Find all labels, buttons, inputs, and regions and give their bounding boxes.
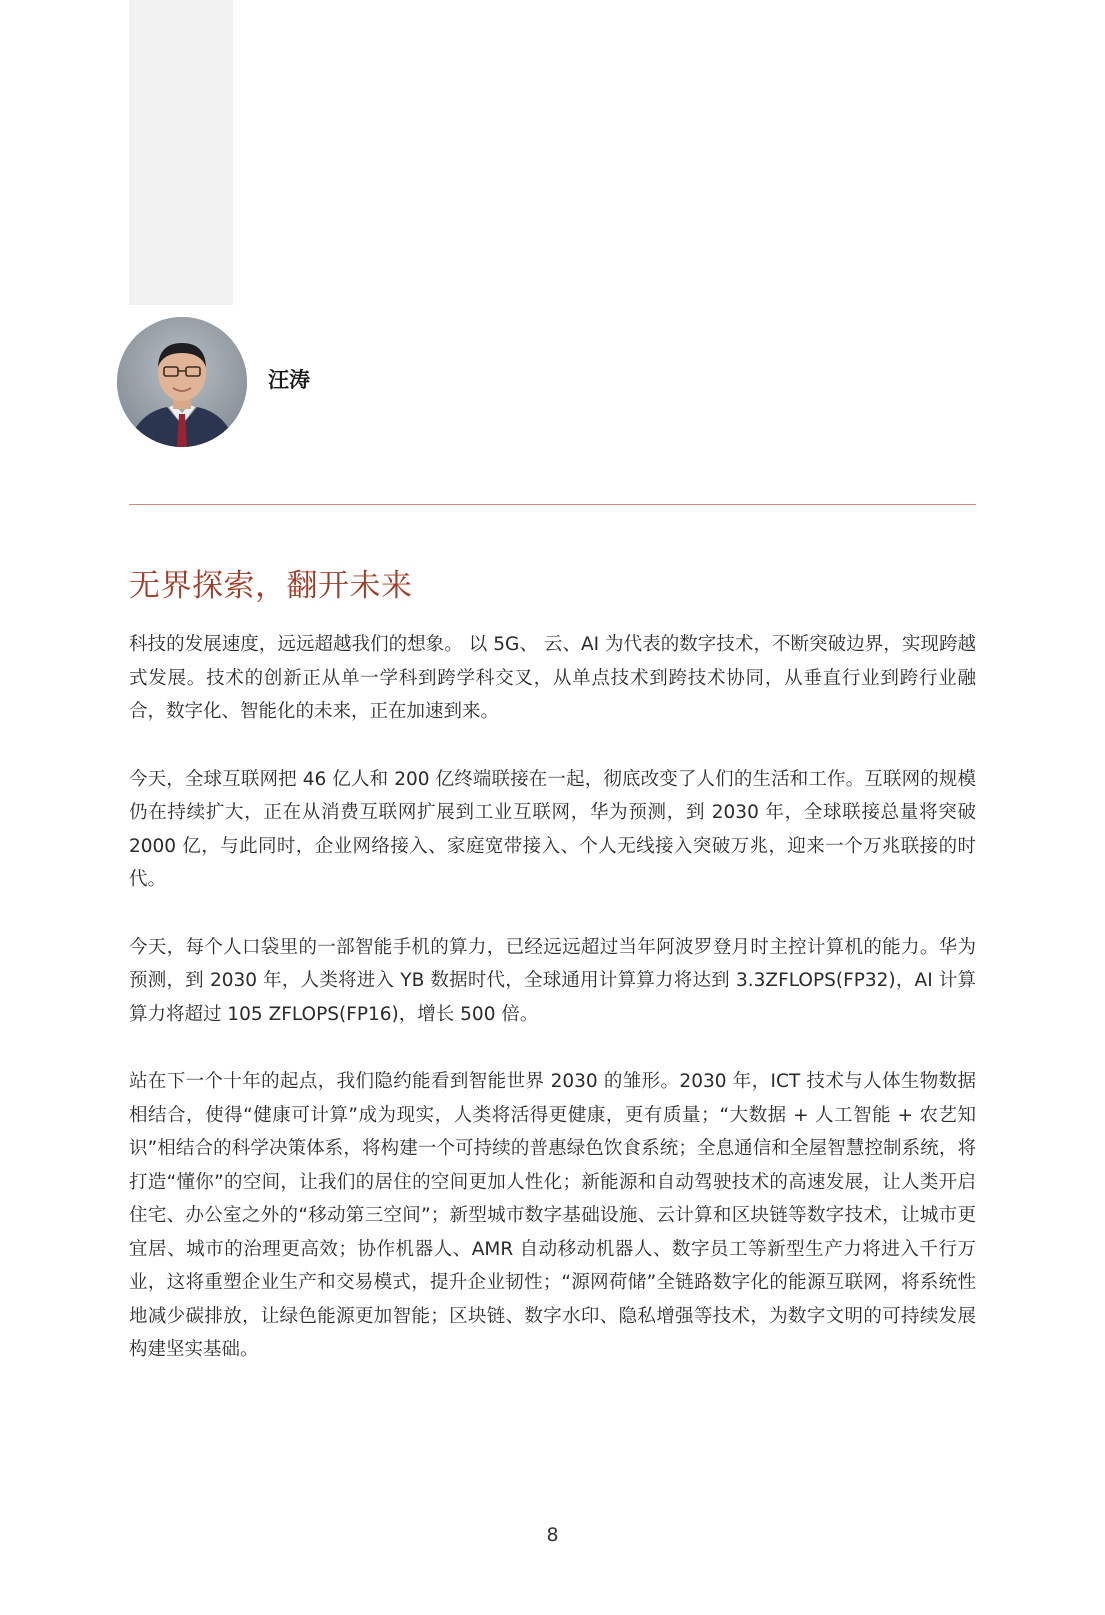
paragraph: 科技的发展速度，远远超越我们的想象。 以 5G、 云、AI 为代表的数字技术，不断突破边界，实现跨越式发展。技术的创新正从单一学科到跨学科交叉，从单点技术到跨技术协同，从垂直行业到跨行业融合，数字化、智能化的未来，正在加速到来。 (129, 634, 976, 722)
article-body (129, 628, 976, 1401)
section-divider (129, 504, 976, 505)
paragraph: 今天，全球互联网把 46 亿人和 200 亿终端联接在一起，彻底改变了人们的生活和工作。互联网的规模仍在持续扩大，正在从消费互联网扩展到工业互联网，华为预测，到 2030 年，全球联接总量将突破 2000 亿，与此同时，企业网络接入、家庭宽带接入、个人无线接入突破万兆，迎来一个万兆联接的时代。 (129, 768, 976, 890)
paragraph: 今天，每个人口袋里的一部智能手机的算力，已经远远超过当年阿波罗登月时主控计算机的能力。华为预测，到 2030 年，人类将进入 YB 数据时代，全球通用计算算力将达到 3.3ZFLOPS(FP32)，AI 计算算力将超过 105 ZFLOPS(FP16)，增长 500 倍。 (129, 936, 976, 1025)
paragraph: 站在下一个十年的起点，我们隐约能看到智能世界 2030 的雏形。2030 年，ICT 技术与人体生物数据相结合，使得“健康可计算”成为现实，人类将活得更健康，更有质量；“大数据 + 人工智能 + 农艺知识”相结合的科学决策体系，将构建一个可持续的普惠绿色饮食系统；全息通信和全屋智慧控制系统，将打造“懂你”的空间，让我们的居住的空间更加人性化；新能源和自动驾驶技术的高速发展，让人类开启住宅、办公室之外的“移动第三空间”；新型城市数字基础设施、云计算和区块链等数字技术，让城市更宜居、城市的治理更高效；协作机器人、AMR 自动移动机器人、数字员工等新型生产力将进入千行万业，这将重塑企业生产和交易模式，提升企业韧性；“源网荷储”全链路数字化的能源互联网，将系统性地减少碳排放，让绿色能源更加智能；区块链、数字水印、隐私增强等技术，为数字文明的可持续发展构建坚实基础。 (129, 1071, 976, 1360)
author-portrait-image (117, 317, 247, 447)
author-name: 汪涛 (268, 368, 310, 392)
author-avatar (117, 317, 247, 447)
page-number: 8 (546, 1524, 559, 1546)
article-title: 无界探索，翻开未来 (129, 568, 413, 604)
decorative-gray-block (129, 0, 233, 305)
